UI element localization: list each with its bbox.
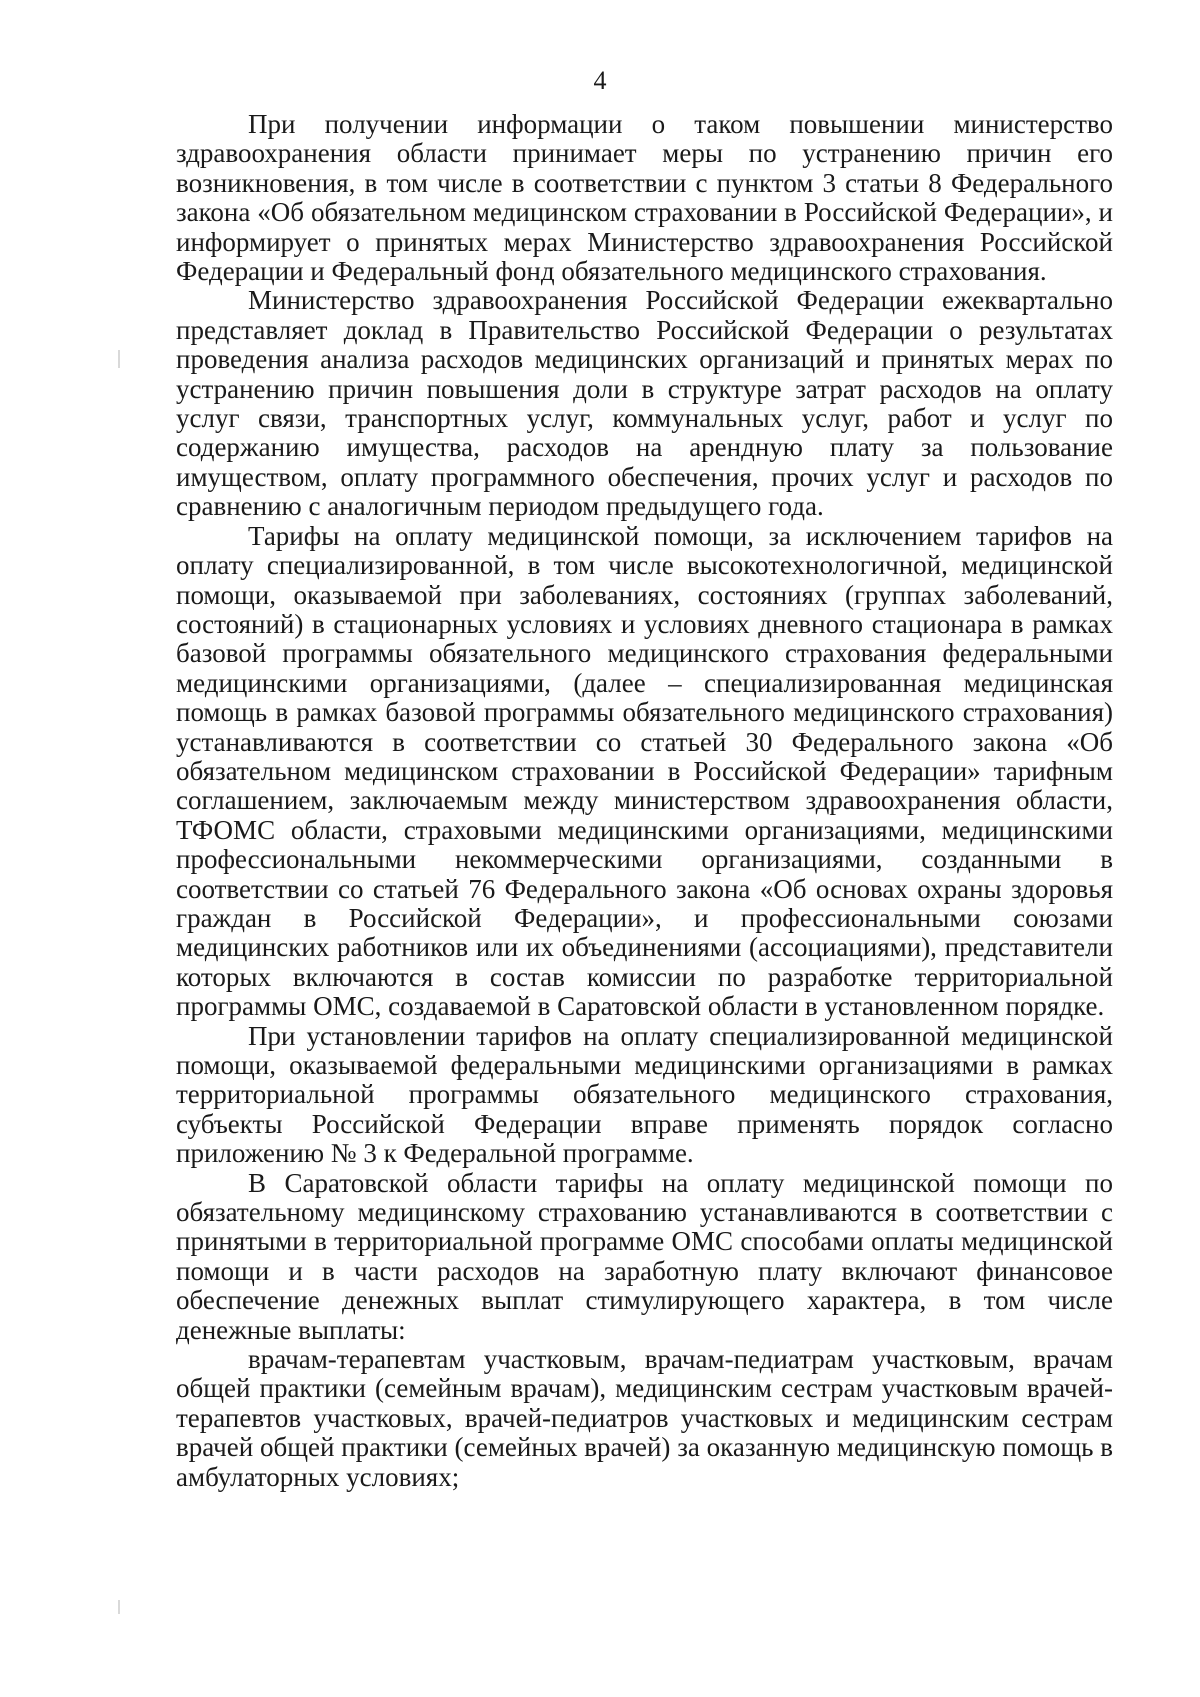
- page-number: 4: [593, 66, 607, 95]
- list-item-physician-payments: врачам-терапевтам участковым, врачам-педиатрам участковым, врачам общей практики (семейным врачам), медицинским сестрам участковым врачей-терапевтов участковых, врачей-педиатров участковых и медицинским сестрам врачей общей практики (семейных врачей) за оказанную медицинскую помощь в амбулаторных условиях;: [176, 1344, 1113, 1492]
- paragraph-federal-organizations: При установлении тарифов на оплату специализированной медицинской помощи, оказываемой федеральными медицинскими организациями в рамках территориальной программы обязательного медицинского страхования, субъекты Российской Федерации вправе применять порядок согласно приложению № 3 к Федеральной программе.: [176, 1020, 1113, 1169]
- scan-edge-mark: [118, 1600, 120, 1614]
- paragraph-saratov-tariffs: В Саратовской области тарифы на оплату медицинской помощи по обязательному медицинскому страхованию устанавливаются в соответствии с принятыми в территориальной программе ОМС способами оплаты медицинской помощи и в части расходов на заработную плату включают финансовое обеспечение денежных выплат стимулирующего характера, в том числе денежные выплаты:: [176, 1167, 1113, 1345]
- document-body: [176, 110, 1113, 1492]
- scan-edge-mark: [118, 350, 120, 368]
- paragraph-tariffs-established: Тарифы на оплату медицинской помощи, за исключением тарифов на оплату специализированной, в том числе высокотехнологичной, медицинской помощи, оказываемой при заболеваниях, состояниях (группах заболеваний, состояний) в стационарных условиях и условиях дневного стационара в рамках базовой программы обязательного медицинского страхования федеральными медицинскими организациями, (далее – специализированная медицинская помощь в рамках базовой программы обязательного медицинского страхования) устанавливаются в соответствии со статьей 30 Федерального закона «Об обязательном медицинском страховании в Российской Федерации» тарифным соглашением, заключаемым между министерством здравоохранения области, ТФОМС области, страховыми медицинскими организациями, медицинскими профессиональными некоммерческими организациями, созданными в соответствии со статьей 76 Федерального закона «Об основах охраны здоровья граждан в Российской Федерации», и профессиональными союзами медицинских работников или их объединениями (ассоциациями), представители которых включаются в состав комиссии по разработке территориальной программы ОМС, создаваемой в Саратовской области в установленном порядке.: [176, 520, 1113, 1022]
- paragraph-measures-taken: При получении информации о таком повышении министерство здравоохранения области принимает меры по устранению причин его возникновения, в том числе в соответствии с пунктом 3 статьи 8 Федерального закона «Об обязательном медицинском страховании в Российской Федерации», и информирует о принятых мерах Министерство здравоохранения Российской Федерации и Федеральный фонд обязательного медицинского страхования.: [176, 109, 1113, 287]
- paragraph-quarterly-report: Министерство здравоохранения Российской Федерации ежеквартально представляет доклад в Правительство Российской Федерации о результатах проведения анализа расходов медицинских организаций и принятых мерах по устранению причин повышения доли в структуре затрат расходов на оплату услуг связи, транспортных услуг, коммунальных услуг, работ и услуг по содержанию имущества, расходов на арендную плату за пользование имуществом, оплату программного обеспечения, прочих услуг и расходов по сравнению с аналогичным периодом предыдущего года.: [176, 285, 1113, 522]
